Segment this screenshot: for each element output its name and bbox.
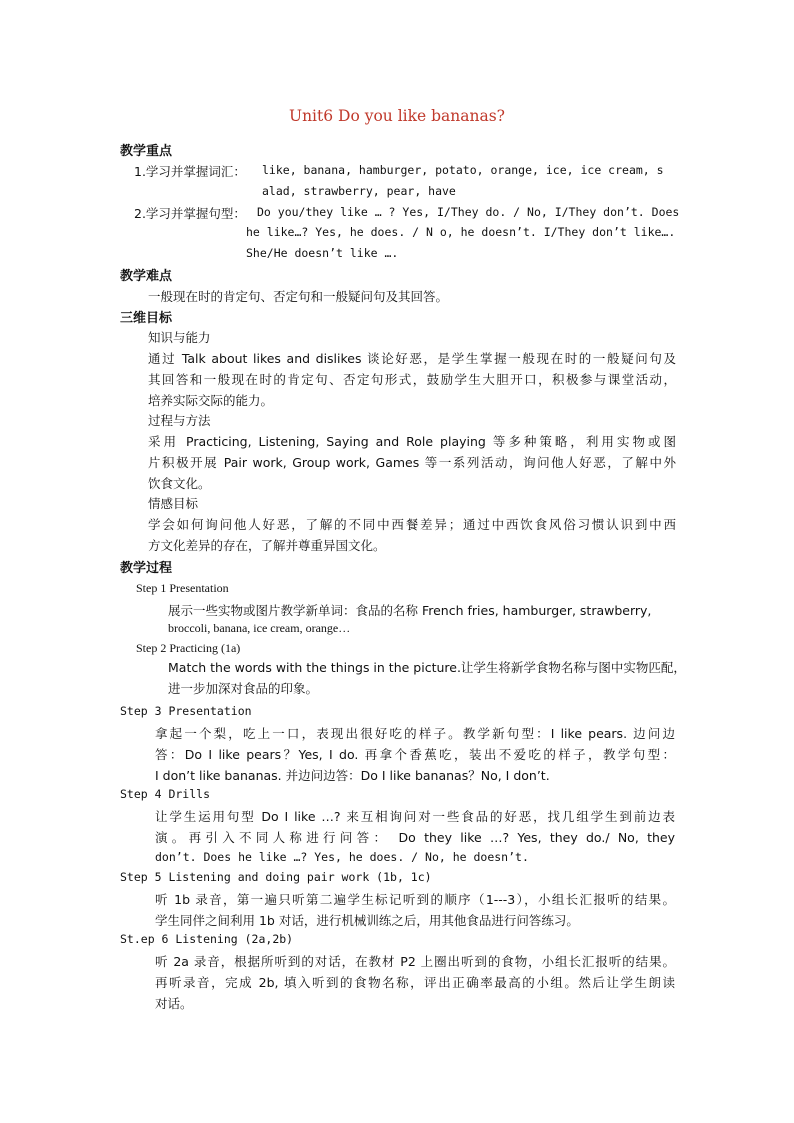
goal-process-line3: 饮食文化。 bbox=[148, 476, 211, 491]
goal-knowledge-line2: 其回答和一般现在时的肯定句、否定句形式，鼓励学生大胆开口，积极参与课堂活动， bbox=[148, 372, 676, 387]
goal-knowledge-line3: 培养实际交际的能力。 bbox=[148, 393, 274, 408]
step4-line3: don’t. Does he like …? Yes, he does. / No, he doesn’t. bbox=[155, 850, 529, 864]
pattern-line2: he like…? Yes, he does. / N o, he doesn’t. I/They don’t like…. bbox=[246, 225, 676, 239]
difficulties-text: 一般现在时的肯定句、否定句和一般疑问句及其回答。 bbox=[148, 289, 449, 304]
goal-process-line2: 片积极开展 Pair work, Group work, Games 等一系列活动，询问他人好恶，了解中外 bbox=[148, 455, 676, 470]
step5-title: Step 5 Listening and doing pair work (1b, 1c) bbox=[120, 870, 432, 884]
step6-line1: 听 2a 录音，根据所听到的对话，在教材 P2 上圈出听到的食物，小组长汇报听的结果。 bbox=[155, 954, 675, 969]
goal-emotion-heading: 情感目标 bbox=[148, 496, 199, 511]
step1-title: Step 1 Presentation bbox=[136, 581, 229, 595]
pattern-line3: She/He doesn’t like …. bbox=[246, 246, 399, 260]
difficulties-heading: 教学难点 bbox=[120, 269, 173, 284]
goal-emotion-line1: 学会如何询问他人好恶，了解的不同中西餐差异；通过中西饮食风俗习惯认识到中西 bbox=[148, 517, 676, 532]
step1-line1: 展示一些实物或图片教学新单词：食品的名称 French fries, hamburger, strawberry, bbox=[168, 603, 652, 618]
vocab-list-line1: like, banana, hamburger, potato, orange, ice, ice cream, s bbox=[262, 163, 664, 177]
step4-title: Step 4 Drills bbox=[120, 787, 211, 801]
goals-heading: 三维目标 bbox=[120, 311, 173, 326]
step2-title: Step 2 Practicing (1a) bbox=[136, 641, 241, 655]
step1-line2: broccoli, banana, ice cream, orange… bbox=[168, 621, 351, 635]
step3-title: Step 3 Presentation bbox=[120, 704, 252, 718]
step2-line2: 进一步加深对食品的印象。 bbox=[168, 681, 319, 696]
vocab-list-line2: alad, strawberry, pear, have bbox=[262, 184, 456, 198]
step6-title: St.ep 6 Listening (2a,2b) bbox=[120, 932, 294, 946]
goal-knowledge-line1: 通过 Talk about likes and dislikes 谈论好恶，是学生掌握一般现在时的一般疑问句及 bbox=[148, 351, 676, 366]
goal-process-heading: 过程与方法 bbox=[148, 413, 211, 428]
step3-line3: I don’t like bananas. 并边问边答：Do I like bananas？No, I don’t. bbox=[155, 768, 550, 783]
process-heading: 教学过程 bbox=[120, 561, 173, 576]
goal-process-line1: 采用 Practicing, Listening, Saying and Role playing 等多种策略，利用实物或图 bbox=[148, 434, 676, 449]
vocab-label: 1.学习并掌握词汇： bbox=[134, 164, 246, 179]
pattern-label: 2.学习并掌握句型： bbox=[134, 206, 246, 221]
step6-line2: 再听录音，完成 2b, 填入听到的食物名称，评出正确率最高的小组。然后让学生朗读 bbox=[155, 975, 675, 990]
step2-line1: Match the words with the things in the picture.让学生将新学食物名称与图中实物匹配， bbox=[168, 660, 686, 675]
step3-line1: 拿起一个梨，吃上一口，表现出很好吃的样子。教学新句型：I like pears. 边问边 bbox=[155, 726, 675, 741]
step4-line2: 演。再引入不同人称进行问答： Do they like …? Yes, they do./ No, they bbox=[155, 830, 675, 845]
goal-knowledge-heading: 知识与能力 bbox=[148, 330, 211, 345]
page-title: Unit6 Do you like bananas? bbox=[289, 107, 505, 125]
step5-line2: 学生同伴之间利用 1b 对话，进行机械训练之后，用其他食品进行问答练习。 bbox=[155, 913, 579, 928]
step6-line3: 对话。 bbox=[155, 996, 193, 1011]
key-points-heading: 教学重点 bbox=[120, 144, 173, 159]
step3-line2: 答：Do I like pears？Yes, I do. 再拿个香蕉吃，装出不爱吃的样子，教学句型： bbox=[155, 747, 675, 762]
step5-line1: 听 1b 录音，第一遍只听第二遍学生标记听到的顺序（1---3），小组长汇报听的结果。 bbox=[155, 892, 675, 907]
pattern-line1: Do you/they like … ? Yes, I/They do. / No, I/They don’t. Does bbox=[257, 205, 680, 219]
goal-emotion-line2: 方文化差异的存在，了解并尊重异国文化。 bbox=[148, 538, 386, 553]
step4-line1: 让学生运用句型 Do I like …? 来互相询问对一些食品的好恶，找几组学生到前边表 bbox=[155, 809, 675, 824]
